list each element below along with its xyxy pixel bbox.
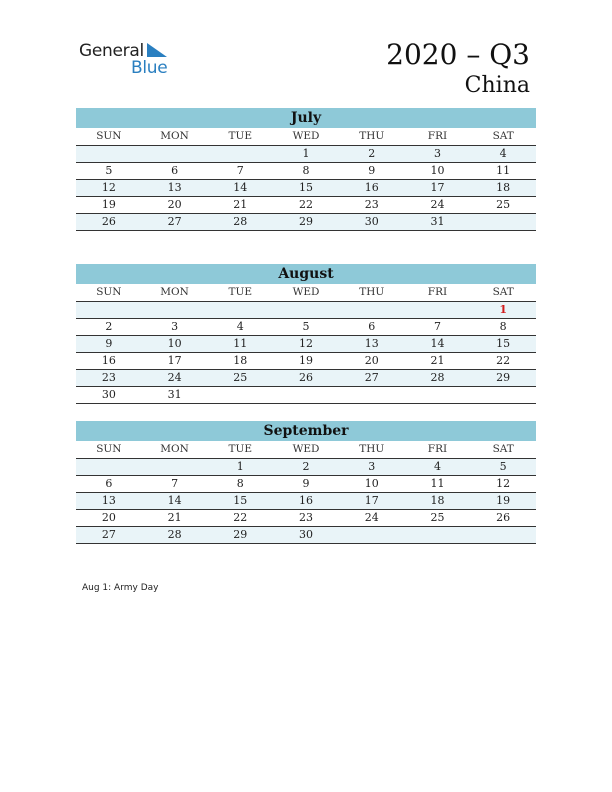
weekday-label: WED: [292, 130, 320, 142]
day-cell: [339, 527, 405, 543]
weekday-label: SUN: [96, 286, 122, 298]
day-cell: 28: [430, 371, 445, 384]
day-cell: 12: [299, 337, 314, 350]
weekday-label: FRI: [427, 443, 448, 455]
day-cell: 8: [236, 477, 244, 490]
day-cell: 27: [364, 371, 379, 384]
day-cell: 17: [167, 354, 182, 367]
day-cell: 11: [496, 164, 511, 177]
day-cell: 19: [496, 494, 511, 507]
day-cell: 17: [364, 494, 379, 507]
day-cell: 4: [236, 320, 244, 333]
day-cell: 27: [101, 528, 116, 541]
week-row: [76, 180, 536, 197]
day-cell: 9: [105, 337, 113, 350]
day-cell: 16: [364, 181, 379, 194]
day-cell: 14: [167, 494, 182, 507]
day-cell: [339, 302, 405, 318]
week-row: [76, 302, 536, 319]
month-title: August: [76, 264, 536, 284]
day-cell: 20: [364, 354, 379, 367]
day-cell: 11: [233, 337, 248, 350]
day-cell: 30: [364, 215, 379, 228]
week-row: [76, 459, 536, 476]
day-cell: 23: [101, 371, 116, 384]
day-cell: 30: [101, 388, 116, 401]
weekday-label: WED: [292, 443, 320, 455]
day-cell: [405, 527, 471, 543]
day-cell: [405, 387, 471, 403]
day-cell: [142, 459, 208, 475]
day-cell: 6: [368, 320, 376, 333]
week-row: [76, 510, 536, 527]
week-row: [76, 527, 536, 544]
day-cell: 18: [496, 181, 511, 194]
day-cell: [273, 387, 339, 403]
day-cell: 25: [430, 511, 445, 524]
month-title: September: [76, 421, 536, 441]
day-cell: 7: [236, 164, 244, 177]
day-cell: [142, 302, 208, 318]
day-cell: 8: [302, 164, 310, 177]
weekday-label: TUE: [228, 286, 253, 298]
day-cell: [76, 459, 142, 475]
day-cell: 14: [233, 181, 248, 194]
weekday-header-row: [76, 128, 536, 146]
month-calendar: [76, 264, 536, 404]
day-cell: 13: [364, 337, 379, 350]
day-cell: 27: [167, 215, 182, 228]
day-cell: 24: [430, 198, 445, 211]
day-cell: 2: [302, 460, 310, 473]
day-cell: 23: [364, 198, 379, 211]
day-cell: 5: [302, 320, 310, 333]
day-cell: 22: [496, 354, 511, 367]
day-cell: [207, 387, 273, 403]
day-cell: 11: [430, 477, 445, 490]
day-cell: 20: [101, 511, 116, 524]
day-cell: [405, 302, 471, 318]
day-cell: [76, 146, 142, 162]
day-cell: 5: [105, 164, 113, 177]
day-cell: 22: [299, 198, 314, 211]
day-cell: [470, 214, 536, 230]
day-cell: 9: [302, 477, 310, 490]
day-cell: 19: [101, 198, 116, 211]
day-cell: 7: [171, 477, 179, 490]
day-cell: [339, 387, 405, 403]
weekday-label: THU: [359, 130, 385, 142]
month-calendar: [76, 108, 536, 231]
day-cell: [273, 302, 339, 318]
weekday-label: WED: [292, 286, 320, 298]
country-name: China: [464, 73, 530, 98]
weekday-label: SUN: [96, 443, 122, 455]
weekday-label: SAT: [492, 130, 514, 142]
logo-general-text: General: [79, 41, 144, 61]
week-row: [76, 146, 536, 163]
month-calendar: [76, 421, 536, 544]
day-cell: [470, 527, 536, 543]
day-cell: 29: [496, 371, 511, 384]
day-cell: 15: [233, 494, 248, 507]
brand-logo: [79, 41, 179, 81]
day-cell: 2: [368, 147, 376, 160]
day-cell: [76, 302, 142, 318]
day-cell: 4: [433, 460, 441, 473]
day-cell: 21: [430, 354, 445, 367]
week-row: [76, 476, 536, 493]
day-cell: 12: [101, 181, 116, 194]
day-cell: 6: [105, 477, 113, 490]
day-cell: 6: [171, 164, 179, 177]
day-cell: 25: [496, 198, 511, 211]
day-cell: 3: [368, 460, 376, 473]
day-cell: 24: [364, 511, 379, 524]
week-row: [76, 353, 536, 370]
month-title: July: [76, 108, 536, 128]
week-row: [76, 387, 536, 404]
day-cell: 4: [499, 147, 507, 160]
weekday-label: TUE: [228, 130, 253, 142]
week-row: [76, 197, 536, 214]
weekday-label: TUE: [228, 443, 253, 455]
day-cell: 23: [299, 511, 314, 524]
day-cell: 26: [299, 371, 314, 384]
weekday-label: SUN: [96, 130, 122, 142]
day-cell: 8: [499, 320, 507, 333]
day-cell: 9: [368, 164, 376, 177]
day-cell: 1: [236, 460, 244, 473]
weekday-label: THU: [359, 286, 385, 298]
day-cell: 5: [499, 460, 507, 473]
day-cell: 13: [167, 181, 182, 194]
day-cell: [470, 387, 536, 403]
day-cell: 14: [430, 337, 445, 350]
day-cell: 26: [496, 511, 511, 524]
holiday-notes: [82, 583, 158, 593]
day-cell: 19: [299, 354, 314, 367]
day-cell: 10: [167, 337, 182, 350]
day-cell: 29: [299, 215, 314, 228]
weekday-header-row: [76, 284, 536, 302]
day-cell: 15: [299, 181, 314, 194]
day-cell: 15: [496, 337, 511, 350]
day-cell: 31: [430, 215, 445, 228]
day-cell: 10: [430, 164, 445, 177]
day-cell: 21: [167, 511, 182, 524]
weekday-header-row: [76, 441, 536, 459]
day-cell: 3: [171, 320, 179, 333]
day-cell: 20: [167, 198, 182, 211]
week-row: [76, 336, 536, 353]
day-cell: 22: [233, 511, 248, 524]
logo-triangle-icon: [147, 43, 167, 57]
day-cell: 16: [101, 354, 116, 367]
week-row: [76, 214, 536, 231]
weekday-label: SAT: [492, 286, 514, 298]
day-cell: 10: [364, 477, 379, 490]
day-cell: 21: [233, 198, 248, 211]
day-cell: 3: [433, 147, 441, 160]
day-cell: 18: [233, 354, 248, 367]
weekday-label: MON: [160, 130, 189, 142]
logo-blue-text: Blue: [131, 58, 168, 78]
weekday-label: THU: [359, 443, 385, 455]
day-cell: 30: [299, 528, 314, 541]
weekday-label: MON: [160, 286, 189, 298]
day-cell: 16: [299, 494, 314, 507]
page-title: 2020 – Q3: [386, 38, 530, 71]
day-cell: [207, 146, 273, 162]
week-row: [76, 163, 536, 180]
day-cell: 17: [430, 181, 445, 194]
holiday-day-cell: 1: [499, 303, 507, 316]
day-cell: 18: [430, 494, 445, 507]
day-cell: 28: [167, 528, 182, 541]
day-cell: 2: [105, 320, 113, 333]
week-row: [76, 370, 536, 387]
day-cell: [142, 146, 208, 162]
day-cell: 25: [233, 371, 248, 384]
week-row: [76, 493, 536, 510]
weekday-label: FRI: [427, 286, 448, 298]
day-cell: 29: [233, 528, 248, 541]
day-cell: 26: [101, 215, 116, 228]
weekday-label: FRI: [427, 130, 448, 142]
day-cell: 1: [302, 147, 310, 160]
day-cell: 12: [496, 477, 511, 490]
weekday-label: SAT: [492, 443, 514, 455]
day-cell: [207, 302, 273, 318]
week-row: [76, 319, 536, 336]
day-cell: 28: [233, 215, 248, 228]
day-cell: 31: [167, 388, 182, 401]
day-cell: 13: [101, 494, 116, 507]
day-cell: 7: [433, 320, 441, 333]
day-cell: 24: [167, 371, 182, 384]
holiday-note: Aug 1: Army Day: [82, 583, 159, 593]
weekday-label: MON: [160, 443, 189, 455]
